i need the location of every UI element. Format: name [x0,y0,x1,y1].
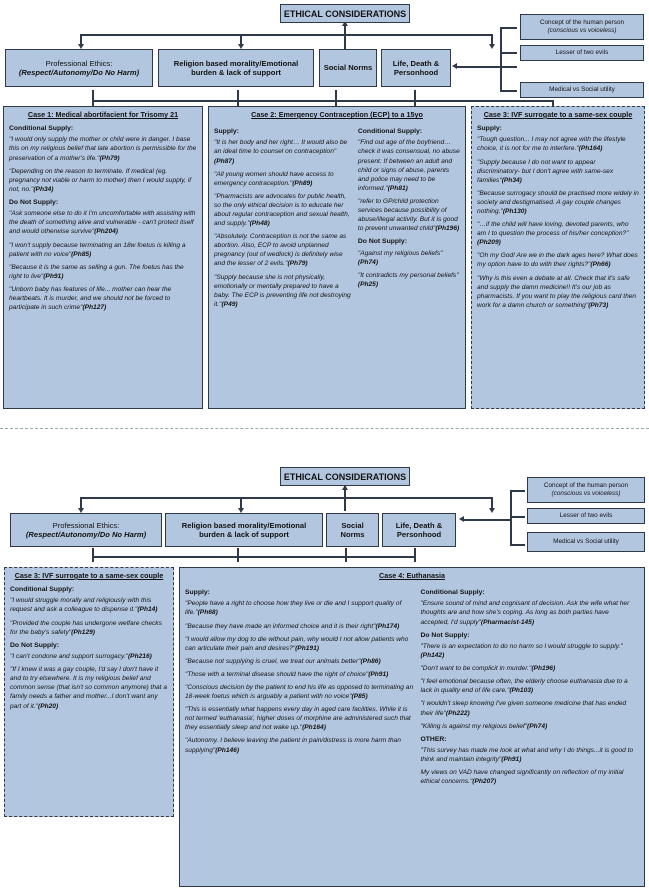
quote: "It contradicts my personal beliefs"(Ph25) [357,271,459,288]
quote: "Unborn baby has features of life... mother can hear the heartbeats. It is murder, and we should not be forced to participate in such crime"(Ph127) [9,285,172,312]
quote: "I would allow my dog to die without pain, why would I not allow patients who can articulate their pain and desires?"(Ph191) [185,635,409,652]
case4-not-label: Do Not Supply: [420,631,470,639]
case2-not-label: Do Not Supply: [357,238,407,246]
bottom-category-professional-ethics [10,513,162,547]
top-category-religion: Religion based morality/Emotional burden & lack of support [158,49,314,87]
panel-case4 [179,567,645,887]
bottom-category-social-norms: Social Norms [326,513,379,547]
case3-title: Case 3: IVF surrogate to a same-sex couple [483,110,633,119]
quote: "Depending on the reason to terminate. If medical (eg. pregnancy not viable or harm to mother) then I would supply, if not, no."(Ph34) [9,167,192,193]
quote: "I won't supply because terminating an 18w foetus is killing a patient with no voice"(Ph85) [9,241,186,258]
case4-title: Case 4: Euthanasia [379,571,445,580]
quote: "It is her body and her right… It would also be an ideal time to counsel on contraception"(Ph87) [214,139,348,165]
side-main: Concept of the human person [543,482,629,489]
quote: "Oh my God! Are we in the dark ages here? What does my option have to do with their rights?"(Ph66) [477,252,638,269]
quote: "Conscious decision by the patient to end his life as opposed to terminating an 18-week foetus which is arguably a patient with no voice"(P85) [185,683,414,701]
case2-supply-label: Supply: [214,127,239,135]
quote: "Because they have made an informed choice and it is their right"(Ph174) [185,622,400,630]
section-divider [0,428,649,429]
quote: "Pharmacists are advocates for public health, so the only ethical decision is to educate her about regular contraception and sexual health, and supply."(Ph48) [214,192,350,228]
case3-supply-label: Supply: [477,124,502,132]
case3-cond-label: Conditional Supply: [10,585,75,593]
bottom-category-religion: Religion based morality/Emotional burden & lack of support [165,513,323,547]
top-category-life-death: Life, Death & Personhood [381,49,451,87]
case3-bottom-title: Case 3: IVF surrogate to a same-sex couple [14,571,164,580]
quote: "Don't want to be complicit in murder."(Ph196) [420,665,556,673]
quote: "Autonomy. I believe leaving the patient in pain/distress is more harm than supplying"(Ph146) [185,737,401,754]
top-category-social-norms: Social Norms [319,49,377,87]
quote: "I can't condone and support surrogacy."(Ph216) [10,653,152,661]
quote: "There is an expectation to do no harm so I would struggle to supply."(Ph142) [420,642,623,660]
side-sub: (conscious vs voiceless) [547,27,617,34]
bottom-side-lesser-evils: Lesser of two evils [527,508,645,524]
quote: "Because surrogacy should be practised more widely in society and destigmatised. A gay couple changes nothing."(Ph130) [477,189,639,215]
case4-cond-label: Conditional Supply: [420,588,485,596]
quote: "This survey has made me look at what and why I do things...it is good to think and maintain integrity"(Ph91) [420,747,634,764]
category-sub: (Respect/Autonomy/Do No Harm) [18,68,140,77]
quote: "Because it is the same as selling a gun. The foetus has the right to live"(Ph91) [9,263,184,280]
side-sub: (conscious vs voiceless) [551,490,621,497]
quote: "Tough question... I may not agree with the lifestyle choice, it is not for me to interfere."(Ph164) [477,136,626,153]
quote: "People have a right to choose how they live or die and I support quality of life."(Ph68) [185,600,402,617]
panel-case1 [3,106,203,409]
quote: "Find out age of the boyfriend… check it was consensual, no abuse present. If between an adult and child or signs of abuse, parents and police may need to be informed."(Ph81) [357,139,460,192]
quote: "Ensure sound of mind and cognisant of decision. Ask the wife what her thoughts are and how she's coping. As long as both parties have accepted, I'd supply"(Pharmacist-145) [420,600,630,626]
quote: "Killing is against my religious belief"(Ph74) [420,722,548,730]
quote: "Provided the couple has undergone welfare checks for the baby's safety"(Ph129) [10,619,162,636]
quote: "I would struggle morally and religiously with this request and ask a colleague to dispense it."(Ph14) [10,597,158,614]
quote: "This is essentially what happens every day in aged care facilities. While it is not termed 'euthanasia', higher doses of morphine are administered such that they essentially sleep and not wake up."(Ph164) [185,706,411,732]
quote: "All young women should have access to emergency contraception."(Ph89) [214,170,334,187]
bottom-title: ETHICAL CONSIDERATIONS [280,467,410,486]
quote: "refer to GP/child protection services because possibility of abuse/illegal activity. But it is good to prevent unwanted child"(Ph196) [357,197,460,233]
quote: "Those with a terminal disease should have the right of choice"(Ph91) [185,670,389,678]
side-main: Concept of the human person [539,19,625,26]
panel-case3-bottom [4,567,174,817]
category-main: Professional Ethics: [45,58,113,68]
quote: "Ask someone else to do it I'm uncomfortable with assisting with the death of something alive and vulnerable - can't protect itself and would otherwise survive"(Ph204) [9,210,196,236]
quote: "If I knew it was a gay couple, I'd say I don't have it and to try elsewhere. It is my religious belief and common sense (that isn't so common anymore) that a family needs a father and mother...I don't want any part of it."(Ph20) [10,666,168,710]
case4-other-label: OTHER: [420,735,447,743]
quote: "Against my religious beliefs"(Ph74) [357,249,443,266]
case2-title: Case 2: Emergency Contraception (ECP) to a 15yo [251,110,423,119]
quote: "Because not supplying is cruel, we treat our animals better"(Ph86) [185,657,381,665]
quote: "Supply because I do not want to appear discriminatory- but I don't agree with same-sex families"(Ph34) [477,158,614,184]
case1-cond-label: Conditional Supply: [9,124,74,132]
top-side-lesser-evils: Lesser of two evils [520,45,644,61]
quote: "Absolutely. Contraception is not the same as abortion. Also, ECP to avoid unplanned pregnancy (out of wedlock) is definitely wise and the lesser of 2 evils."(Ph79) [214,233,347,268]
quote: My views on VAD have changed significantly on reflection of my initial ethical concerns."(Ph207) [420,769,624,786]
quote: "I wouldn't sleep knowing I've given someone medicine that has ended their life"(Ph222) [420,700,627,717]
bottom-side-concept [527,477,645,503]
bottom-side-medical-social: Medical vs Social utility [527,532,645,552]
top-title: ETHICAL CONSIDERATIONS [280,4,410,23]
top-category-professional-ethics [5,49,153,87]
case1-title: Case 1: Medical abortifacient for Trisomy 21 [27,110,179,119]
case3-not-label: Do Not Supply: [10,641,60,649]
quote: "Supply because she is not physically, emotionally or mentally prepared to have a baby. The ECP is preventing life not destroying it."(P49) [214,273,351,308]
case2-cond-label: Conditional Supply: [357,127,423,135]
top-side-concept [520,14,644,40]
case4-supply-label: Supply: [185,588,210,596]
quote: "I would only supply the mother or child were in danger. I base this on my religious belief that late abortion is permissible for the preservation of a mother's life."(Ph79) [9,136,197,162]
quote: "I feel emotional because often, the elderly choose euthanasia due to a lack in quality end of life care."(Ph103) [420,678,628,695]
bottom-category-life-death: Life, Death & Personhood [382,513,456,547]
top-side-medical-social: Medical vs Social utility [520,82,644,98]
panel-case3-top [471,106,645,409]
panel-case2 [208,106,466,409]
category-sub: (Respect/Autonomy/Do No Harm) [25,530,147,539]
quote: "…if the child will have loving, devoted parents, who am I to question the process of his/her conception?"(Ph209) [477,221,629,247]
quote: "Why is this even a debate at all. Check that it's safe and supply the damn medicine!! It's our job as pharmacists. If you want to play the religious card then work for a damn church or something"(Ph73) [477,274,637,309]
category-main: Professional Ethics: [52,520,120,530]
case1-not-label: Do Not Supply: [9,198,59,206]
